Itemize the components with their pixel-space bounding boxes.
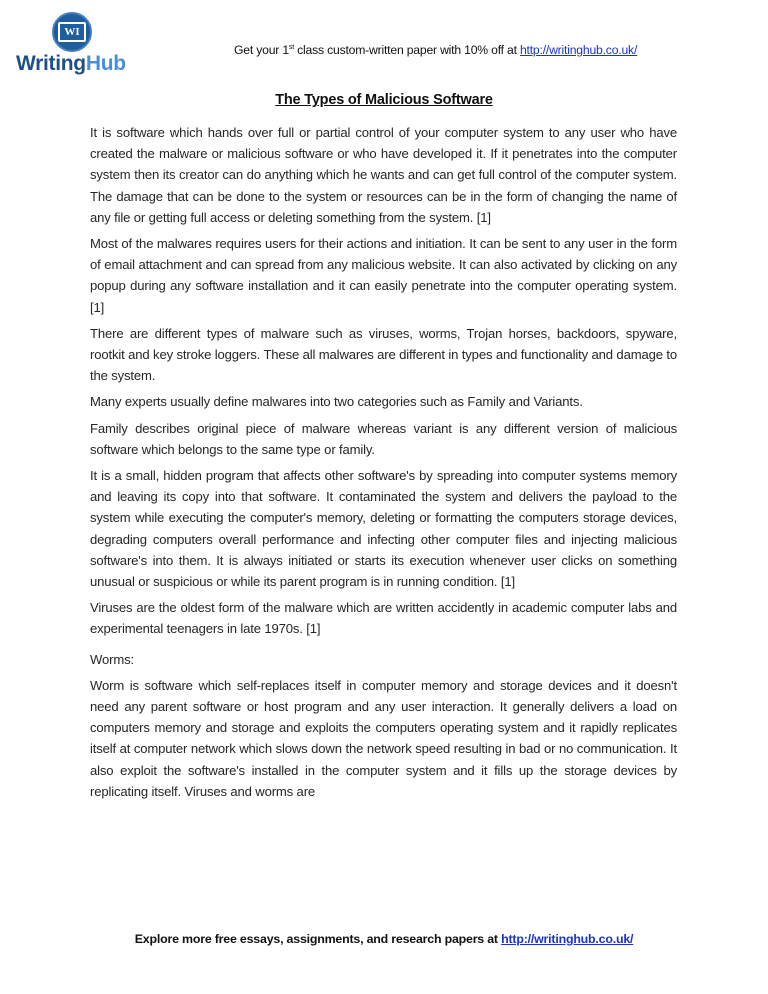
header-superscript: st xyxy=(288,43,294,51)
paragraph-worms: Worm is software which self-replaces itself in computer memory and storage devices and it doesn't need any parent software or host program and any user interaction. It generally delivers a load on computers memory and storage and exploits the computers operating system and it rapidly replicates itself at computer network which slows down the network speed resulting in bad or no communication. It also exploit the software's installed in the computer system and it fills up the storage devices by replicating itself. Viruses and worms are xyxy=(90,677,677,799)
paragraph-types: There are different types of malware such as viruses, worms, Trojan horses, backdoors, spyware, rootkit and key stroke loggers. These all malwares are different in types and functionality and damage to the system. xyxy=(90,325,677,384)
paragraph-family: Family describes original piece of malware whereas variant is any different version of malicious software which belongs to the same type or family. xyxy=(90,420,677,457)
paragraph-intro: It is software which hands over full or partial control of your computer system to any user who have created the malware or malicious software or who have developed it. If it penetrates into the computer system then its creator can do anything which he wants and can get full control of the computer system. The damage that can be done to the system or resources can be in the form of changing the name of any file or getting full access or deleting something from the system. [1] xyxy=(90,125,677,225)
header-link[interactable]: http://writinghub.co.uk/ xyxy=(519,43,638,57)
paragraph-virus-description: It is a small, hidden program that affects other software's by spreading into computer systems memory and leaving its copy into that software. It contaminated the system and delivers the payload to the system while executing the computer's memory, deleting or formatting the computers storage devices, degrading computers overall performance and infecting other computer files and injecting malicious software's into them. It is always initiated or starts its execution whenever user clicks on something unusual or suspicious or while its parent program is in running condition. [1] xyxy=(90,468,677,590)
document-title: The Types of Malicious Software xyxy=(275,92,493,108)
footer-link[interactable]: http://writinghub.co.uk/ xyxy=(501,932,634,946)
logo-badge-icon xyxy=(52,12,92,52)
logo-badge-text: WI xyxy=(58,22,86,42)
paragraph-initiation: Most of the malwares requires users for their actions and initiation. It can be sent to any user in the form of email attachment and can spread from any malicious website. It can also activated by clicking on any popup during any software installation and it can easily penetrate into the computer operating system. [1] xyxy=(90,236,677,315)
paragraph-virus-history: Viruses are the oldest form of the malware which are written accidently in academic computer labs and experimental teenagers in late 1970s. [1] xyxy=(90,600,677,637)
header-promo xyxy=(234,43,637,57)
writinghub-logo xyxy=(16,12,136,78)
paragraph-categories: Many experts usually define malwares into two categories such as Family and Variants. xyxy=(90,394,583,410)
footer-text: Explore more free essays, assignments, and research papers at xyxy=(134,932,502,946)
footer-promo xyxy=(0,932,768,946)
logo-wordmark-writing: Writing xyxy=(16,52,86,75)
header-text-start: Get your 1 xyxy=(234,43,289,57)
header-text-end: class custom-written paper with 10% off at xyxy=(293,43,520,57)
worms-heading: Worms: xyxy=(90,651,134,667)
document-body xyxy=(90,122,677,807)
logo-wordmark-hub: Hub xyxy=(85,52,126,75)
logo-wordmark xyxy=(16,52,126,76)
